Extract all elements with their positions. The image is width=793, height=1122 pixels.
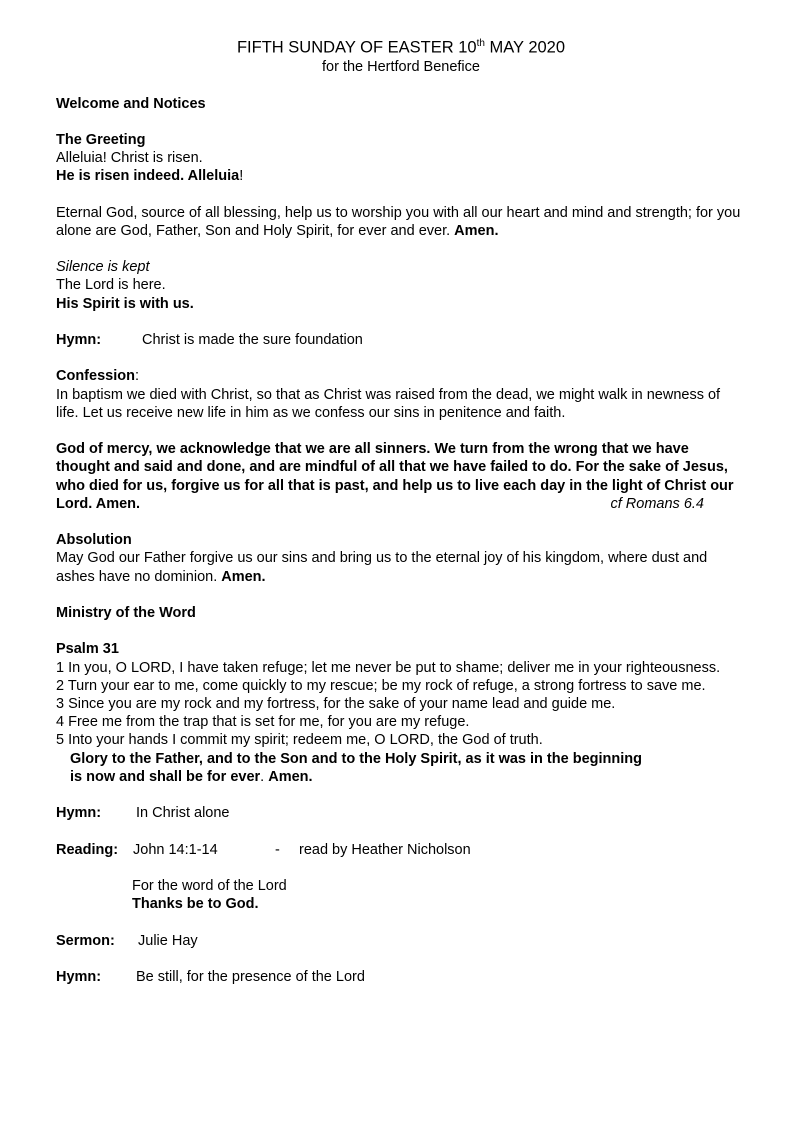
reading-response-answer: Thanks be to God. xyxy=(132,896,259,913)
greeting-line1: Alleluia! Christ is risen. xyxy=(56,150,203,167)
sermon-preacher: Julie Hay xyxy=(138,932,198,949)
service-sheet xyxy=(56,34,746,986)
opening-prayer-amen: Amen. xyxy=(454,222,499,239)
absolution-text xyxy=(56,549,746,585)
reading-reference: John 14:1-14 xyxy=(133,841,218,858)
confession-reference: cf Romans 6.4 xyxy=(610,495,704,512)
gloria-dot: . xyxy=(260,768,269,785)
silence-note: Silence is kept xyxy=(56,259,150,276)
psalm-verse: 5 Into your hands I commit my spirit; redeem me, O LORD, the God of truth. xyxy=(56,732,543,749)
psalm-verse: 3 Since you are my rock and my fortress, for the sake of your name lead and guide me. xyxy=(56,696,616,713)
greeting-response: He is risen indeed. Alleluia xyxy=(56,168,240,185)
page-title xyxy=(56,34,746,58)
absolution-amen: Amen. xyxy=(221,568,266,585)
hymn-2-label: Hymn: xyxy=(56,805,102,822)
confession-heading-text: Confession xyxy=(56,368,135,385)
absolution-heading: Absolution xyxy=(56,532,132,549)
psalm-heading: Psalm 31 xyxy=(56,641,119,658)
psalm-verse: 2 Turn your ear to me, come quickly to my rescue; be my rock of refuge, a strong fortress to save me. xyxy=(56,677,706,694)
confession-heading xyxy=(56,367,746,385)
hymn-1 xyxy=(56,331,746,349)
confession-prayer-text: God of mercy, we acknowledge that we are all sinners. We turn from the wrong that we have thought and said and done, and are mindful of all that we have failed to do. For the sake of Jesus, who died for us, forgive us for all that is past, and help us to live each day in the light of Christ our Lord. Amen. xyxy=(56,441,734,512)
hymn-3 xyxy=(56,968,746,986)
hymn-3-label: Hymn: xyxy=(56,969,102,986)
reading-response-call: For the word of the Lord xyxy=(132,878,287,895)
reading-label: Reading: xyxy=(56,841,119,858)
greeting-line2 xyxy=(56,167,746,185)
title-date: MAY 2020 xyxy=(484,38,566,57)
confession-colon: : xyxy=(134,368,139,385)
sermon-label: Sermon: xyxy=(56,932,115,949)
greeting-heading: The Greeting xyxy=(56,131,146,148)
gloria-line1: Glory to the Father, and to the Son and to the Holy Spirit, as it was in the beginning xyxy=(70,750,642,767)
hymn-2 xyxy=(56,804,746,822)
sermon xyxy=(56,932,746,950)
gloria-line2 xyxy=(56,768,746,786)
absolution-body: May God our Father forgive us our sins and bring us to the eternal joy of his kingdom, where dust and ashes have no dominion. xyxy=(56,550,708,585)
page-subtitle: for the Hertford Benefice xyxy=(322,58,480,75)
gloria-amen: Amen. xyxy=(268,768,313,785)
psalm-verse: 1 In you, O LORD, I have taken refuge; let me never be put to shame; deliver me in your righteousness. xyxy=(56,659,721,676)
greeting-exclaim: ! xyxy=(239,168,244,185)
hymn-1-title: Christ is made the sure foundation xyxy=(142,332,363,349)
opening-prayer xyxy=(56,204,746,240)
hymn-2-title: In Christ alone xyxy=(136,805,230,822)
gloria-line2-text: is now and shall be for ever xyxy=(70,768,261,785)
title-main: FIFTH SUNDAY OF EASTER 10 xyxy=(236,38,477,57)
silence-line1: The Lord is here. xyxy=(56,277,166,294)
confession-intro: In baptism we died with Christ, so that as Christ was raised from the dead, we might walk in newness of life. Let us receive new life in him as we confess our sins in penitence and faith. xyxy=(56,386,721,421)
hymn-3-title: Be still, for the presence of the Lord xyxy=(136,969,365,986)
reading-dash: - xyxy=(275,841,280,858)
silence-response: His Spirit is with us. xyxy=(56,295,194,312)
welcome-heading: Welcome and Notices xyxy=(56,95,206,112)
reading xyxy=(56,841,746,859)
reading-reader: read by Heather Nicholson xyxy=(299,841,471,858)
ministry-heading: Ministry of the Word xyxy=(56,605,196,622)
title-superscript: th xyxy=(476,38,485,49)
hymn-1-label: Hymn: xyxy=(56,332,102,349)
psalm-verse: 4 Free me from the trap that is set for me, for you are my refuge. xyxy=(56,714,470,731)
opening-prayer-text: Eternal God, source of all blessing, help us to worship you with all our heart and mind and strength; for you alone are God, Father, Son and Holy Spirit, for ever and ever. xyxy=(56,204,741,239)
confession-prayer xyxy=(56,440,746,513)
